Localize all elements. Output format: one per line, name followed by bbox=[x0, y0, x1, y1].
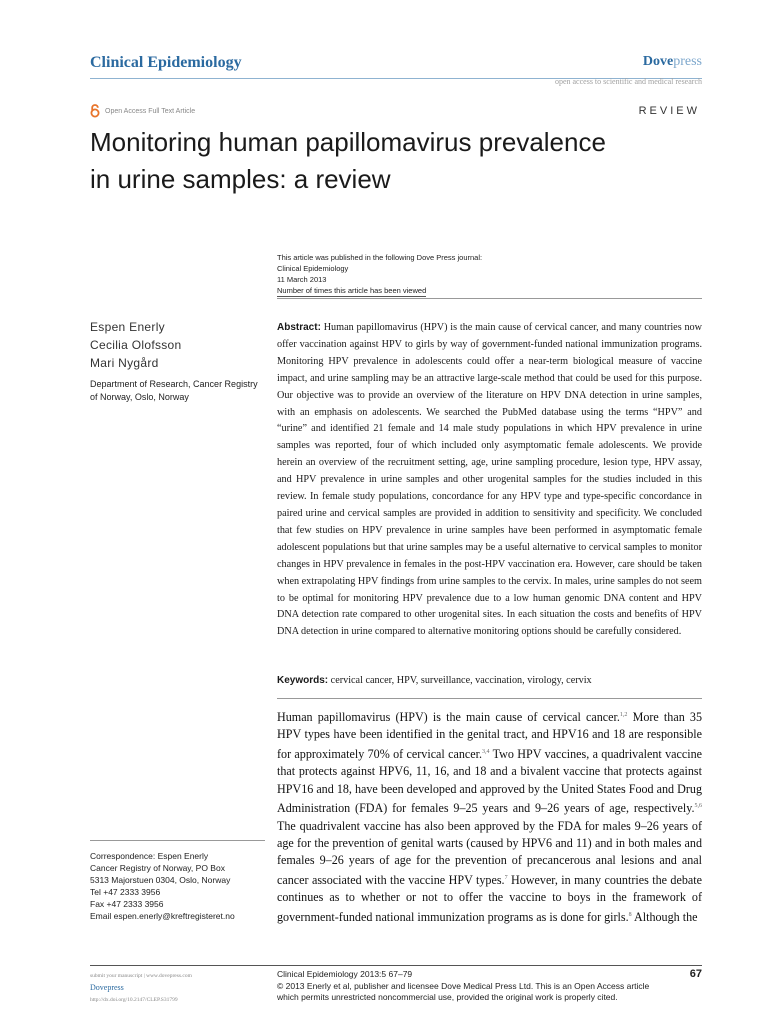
footer-logo-light: press bbox=[107, 983, 124, 992]
pubinfo-date: 11 March 2013 bbox=[277, 275, 327, 284]
pubinfo-line: This article was published in the following Dove Press journal: bbox=[277, 253, 483, 262]
body-sentence: However, in many countries the debate continues as to whether or not to offer the vaccine to boys in the framework of government-funded national immunization programs as is done for girls. bbox=[277, 872, 702, 924]
publication-info bbox=[277, 252, 697, 297]
body-sentence: Human papillomavirus (HPV) is the main cause of cervical cancer. bbox=[277, 710, 620, 725]
correspondence-email[interactable]: Email espen.enerly@kreftregisteret.no bbox=[90, 911, 235, 921]
license-line: © 2013 Enerly et al, publisher and licensee Dove Medical Press Ltd. This is an Open Access article bbox=[277, 980, 650, 991]
body-sentence: More than 35 HPV types have been identified in the genital tract, and HPV16 and 18 are responsible for approximately 70% of cervical cancer. bbox=[277, 710, 702, 761]
body-sentence: The quadrivalent vaccine has also been approved by the FDA for males 9–26 years of age for the prevention of genital warts (caused by HPV6 and 11) and in both males and females 9–26 years of age for the prevention of precancerous anal lesions and anal cancer associated with the vaccine HPV types. bbox=[277, 818, 702, 887]
reference-mark[interactable]: 3,4 bbox=[482, 748, 490, 755]
publisher-bold: Dove bbox=[642, 54, 674, 69]
publisher-tagline: open access to scientific and medical research bbox=[554, 77, 702, 86]
body-text bbox=[277, 707, 702, 926]
title-line-2: in urine samples: a review bbox=[90, 164, 391, 194]
abstract bbox=[277, 320, 702, 641]
doi-link[interactable]: http://dx.doi.org/10.2147/CLEP.S31799 bbox=[90, 997, 178, 1003]
keywords-text: cervical cancer, HPV, surveillance, vaccination, virology, cervix bbox=[330, 675, 592, 686]
correspondence-line: Fax +47 2333 3956 bbox=[90, 899, 164, 909]
footer-rule bbox=[90, 965, 702, 966]
keywords bbox=[277, 674, 702, 688]
footer-left bbox=[90, 970, 192, 1006]
correspondence-line: Cancer Registry of Norway, PO Box bbox=[90, 863, 225, 873]
section-label: REVIEW bbox=[638, 105, 700, 117]
reference-mark[interactable]: 7 bbox=[504, 874, 508, 881]
license-line: which permits unrestricted noncommercial use, provided the original work is properly cited. bbox=[277, 992, 618, 1002]
reference-mark[interactable]: 5,6 bbox=[694, 803, 702, 810]
correspondence bbox=[90, 850, 260, 922]
open-access-icon bbox=[90, 104, 100, 118]
footer-logo bbox=[90, 982, 192, 994]
reference-mark[interactable]: 1,2 bbox=[619, 712, 628, 718]
body-sentence: Although the bbox=[631, 909, 698, 924]
publisher-logo bbox=[643, 54, 702, 70]
correspondence-rule bbox=[90, 840, 265, 841]
footer-logo-bold: Dove bbox=[90, 983, 108, 992]
publisher-light: press bbox=[673, 54, 702, 69]
correspondence-line: Tel +47 2333 3956 bbox=[90, 887, 161, 897]
correspondence-line: Correspondence: Espen Enerly bbox=[90, 851, 209, 861]
title-line-1: Monitoring human papillomavirus prevalence bbox=[90, 127, 606, 157]
reference-mark[interactable]: 8 bbox=[628, 911, 632, 918]
body-sentence: Two HPV vaccines, a quadrivalent vaccine that protects against HPV6, 11, 16, and 18 and a bivalent vaccine that protects against HPV16 and 18, have been developed and approved by the United States Food and Drug Administration (FDA) for females 9–25 years and 9–26 years of age, respectively. bbox=[277, 746, 702, 816]
citation: Clinical Epidemiology 2013:5 67–79 bbox=[277, 969, 413, 979]
author-list bbox=[90, 318, 182, 372]
author-name: Cecilia Olofsson bbox=[90, 338, 182, 352]
abstract-label: Abstract: bbox=[277, 322, 321, 333]
pubinfo-rule bbox=[277, 298, 702, 299]
pubinfo-journal: Clinical Epidemiology bbox=[277, 264, 349, 273]
views-link[interactable]: Number of times this article has been viewed bbox=[277, 286, 427, 295]
footer-citation bbox=[277, 969, 677, 1004]
open-access-line bbox=[90, 104, 195, 118]
correspondence-line: 5313 Majorstuen 0304, Oslo, Norway bbox=[90, 875, 231, 885]
abstract-rule bbox=[277, 698, 702, 699]
page-number: 67 bbox=[689, 968, 702, 980]
abstract-text: Human papillomavirus (HPV) is the main cause of cervical cancer, and many countries now offer vaccination against HPV to girls by way of government-funded national immunization programs. Monitoring HPV prevalence in adolescents could offer a near-term biological measure of vaccine impact, and urine sampling may be an attractive large-scale method that could be used for this purpose. Our objective was to provide an overview of the literature on HPV DNA detection in urine samples, with an emphasis on adolescents. We searched the PubMed database using the terms “HPV” and “urine” and identified 21 female and 14 male study populations in which HPV prevalence in urine samples was reported, four of which included only asymptomatic female adolescents. We provide herein an overview of the recruitment setting, age, urine sampling procedure, lesion type, HPV assay, and HPV prevalence in urine samples and other urogenital samples for the studies included in this review. In female study populations, concordance for any HPV type and type-specific concordance in paired urine and cervical samples are provided in addition to sensitivity and specificity. We concluded that few studies on HPV prevalence in urine samples have been performed in asymptomatic female adolescent populations but that urine samples may be a useful alternative to cervical samples to monitor changes in HPV prevalence in females in the post-HPV vaccination era. However, care should be taken when extrapolating HPV findings from urine samples to the cervix. In males, urine samples do not seem to be optimal for monitoring HPV prevalence due to a low human genomic DNA content and HPV DNA detection rate compared to other urogenital sites. In each situation the costs and benefits of HPV DNA detection in urine compared to alternative monitoring options should be carefully considered. bbox=[277, 322, 702, 638]
journal-name: Clinical Epidemiology bbox=[90, 54, 242, 71]
submit-manuscript-link[interactable]: submit your manuscript | www.dovepress.com bbox=[90, 973, 192, 979]
keywords-label: Keywords: bbox=[277, 675, 329, 686]
author-name: Espen Enerly bbox=[90, 320, 165, 334]
article-title bbox=[90, 124, 690, 198]
affiliation: Department of Research, Cancer Registry of Norway, Oslo, Norway bbox=[90, 379, 258, 402]
open-access-label: Open Access Full Text Article bbox=[105, 107, 196, 115]
author-name: Mari Nygård bbox=[90, 356, 159, 370]
